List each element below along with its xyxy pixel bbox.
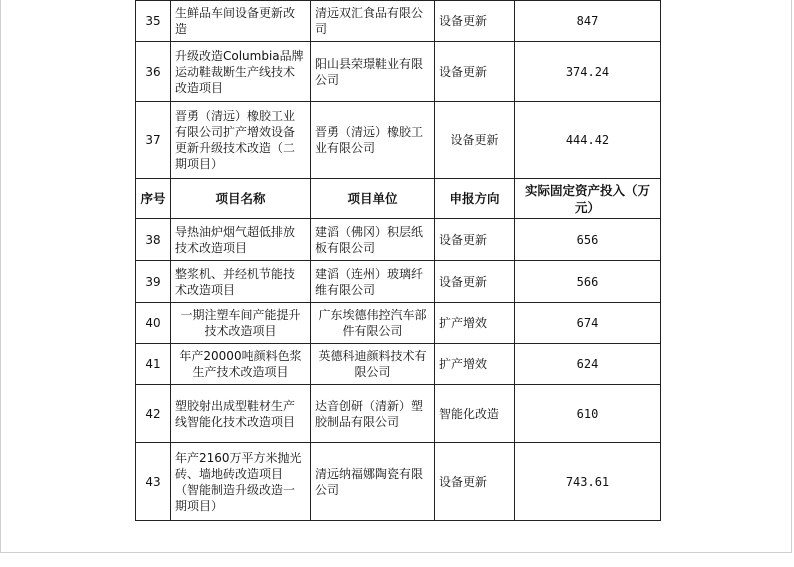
seq-cell: 42 [136,385,171,443]
seq-cell: 41 [136,344,171,385]
project-unit-cell: 广东埃德伟控汽车部件有限公司 [311,303,435,344]
seq-cell: 43 [136,443,171,521]
project-name-cell: 整浆机、并经机节能技术改造项目 [171,261,311,303]
header-project-unit: 项目单位 [311,179,435,219]
direction-cell: 设备更新 [435,261,515,303]
table-row [136,42,661,102]
project-unit-cell: 清远双汇食品有限公司 [311,1,435,42]
project-name-cell: 升级改造Columbia品牌运动鞋裁断生产线技术改造项目 [171,42,311,102]
amount-cell: 656 [515,219,661,261]
direction-cell: 设备更新 [435,1,515,42]
project-unit-cell: 建滔（佛冈）积层纸板有限公司 [311,219,435,261]
project-table [135,0,661,521]
table-header-row [136,179,661,219]
table-row [136,385,661,443]
amount-cell: 674 [515,303,661,344]
project-name-cell: 一期注塑车间产能提升技术改造项目 [171,303,311,344]
header-amount: 实际固定资产投入（万元） [515,179,661,219]
project-unit-cell: 英德科迪颜料技术有限公司 [311,344,435,385]
seq-cell: 37 [136,102,171,179]
seq-cell: 39 [136,261,171,303]
direction-cell: 设备更新 [435,102,515,179]
amount-cell: 566 [515,261,661,303]
table-row [136,344,661,385]
project-unit-cell: 晋勇（清远）橡胶工业有限公司 [311,102,435,179]
table-row [136,261,661,303]
amount-cell: 743.61 [515,443,661,521]
project-name-cell: 晋勇（清远）橡胶工业有限公司扩产增效设备更新升级技术改造（二期项目） [171,102,311,179]
seq-cell: 36 [136,42,171,102]
table-row [136,219,661,261]
direction-cell: 设备更新 [435,219,515,261]
amount-cell: 847 [515,1,661,42]
direction-cell: 设备更新 [435,42,515,102]
project-unit-cell: 建滔（连州）玻璃纤维有限公司 [311,261,435,303]
project-name-cell: 生鲜品车间设备更新改造 [171,1,311,42]
seq-cell: 38 [136,219,171,261]
direction-cell: 扩产增效 [435,303,515,344]
seq-cell: 40 [136,303,171,344]
seq-cell: 35 [136,1,171,42]
project-name-cell: 年产2160万平方米抛光砖、墙地砖改造项目（智能制造升级改造一期项目） [171,443,311,521]
project-unit-cell: 阳山县荣璟鞋业有限公司 [311,42,435,102]
table-row [136,303,661,344]
header-project-name: 项目名称 [171,179,311,219]
header-direction: 申报方向 [435,179,515,219]
project-unit-cell: 清远纳福娜陶瓷有限公司 [311,443,435,521]
table-row [136,102,661,179]
direction-cell: 扩产增效 [435,344,515,385]
amount-cell: 444.42 [515,102,661,179]
amount-cell: 374.24 [515,42,661,102]
amount-cell: 624 [515,344,661,385]
project-name-cell: 塑胶射出成型鞋材生产线智能化技术改造项目 [171,385,311,443]
direction-cell: 智能化改造 [435,385,515,443]
project-name-cell: 导热油炉烟气超低排放技术改造项目 [171,219,311,261]
direction-cell: 设备更新 [435,443,515,521]
header-seq: 序号 [136,179,171,219]
table-row [136,1,661,42]
amount-cell: 610 [515,385,661,443]
project-unit-cell: 达音创研（清新）塑胶制品有限公司 [311,385,435,443]
table-row [136,443,661,521]
project-name-cell: 年产20000吨颜料色浆生产技术改造项目 [171,344,311,385]
